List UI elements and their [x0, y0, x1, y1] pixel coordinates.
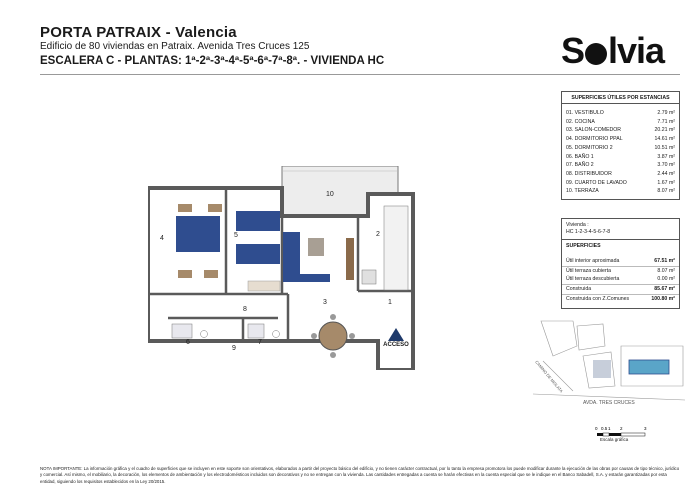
room-number: 1 — [388, 299, 392, 306]
room-number: 4 — [160, 235, 164, 242]
areas-panel — [561, 91, 680, 200]
area-row: 04. DORMITORIO PPAL 14.61 m² — [566, 136, 675, 143]
svg-text:0.5: 0.5 — [601, 426, 608, 431]
totals-panel — [561, 218, 680, 309]
entrance-arrow-icon — [388, 328, 404, 341]
room-number: 7 — [258, 339, 262, 346]
room-number: 2 — [376, 231, 380, 238]
total-row: Útil interior aproximada 67.51 m² — [562, 257, 679, 267]
total-row: Útil terraza cubierta 8.07 m² — [566, 267, 675, 274]
area-row: 01. VESTIBULO 2.79 m² — [566, 110, 675, 116]
areas-list — [562, 104, 679, 199]
room-number: 10 — [326, 191, 334, 198]
svg-text:3: 3 — [644, 426, 647, 431]
svg-text:1: 1 — [608, 426, 611, 431]
svg-text:0: 0 — [595, 426, 598, 431]
solvia-logo: S lvia — [561, 30, 665, 71]
area-row: 08. DISTRIBUIDOR 2.44 m² — [566, 170, 675, 177]
location-map — [533, 316, 685, 416]
totals-list — [562, 257, 679, 308]
tv-unit — [346, 238, 354, 280]
total-row: Construida con Z.Comunes 100.80 m² — [566, 295, 675, 302]
pool — [629, 360, 669, 374]
vivienda-label: Vivienda : — [566, 222, 589, 228]
area-row: 06. BAÑO 1 3.87 m² — [566, 153, 675, 160]
bed-2b — [236, 244, 280, 264]
unit-description: ESCALERA C - PLANTAS: 1ª-2ª-3ª-4ª-5ª-6ª-7ª-8ª. - VIVIENDA HC — [40, 55, 385, 67]
area-row: 02. COCINA 7.71 m² — [566, 118, 675, 125]
scale-label: Escala gráfica — [600, 437, 629, 442]
header-rule — [40, 74, 680, 75]
bed-main — [176, 216, 220, 252]
room-number: 9 — [232, 345, 236, 352]
area-row: 05. DORMITORIO 2 10.51 m² — [566, 144, 675, 151]
unit-location-marker — [593, 360, 611, 378]
acceso-label: ACCESO — [383, 342, 409, 348]
room-number: 6 — [186, 339, 190, 346]
vivienda-code: HC 1-2-3-4-5-6-7-8 — [566, 229, 611, 235]
room-number: 3 — [323, 299, 327, 306]
room-number: 5 — [234, 232, 238, 239]
area-row: 03. SALON-COMEDOR 20.21 m² — [566, 127, 675, 134]
total-row: Construida 85.67 m² — [562, 285, 679, 295]
room-number: 8 — [243, 306, 247, 313]
bed-2a — [236, 211, 280, 231]
area-row: 10. TERRAZA 8.07 m² — [566, 188, 675, 195]
legal-note: NOTA IMPORTANTE: La información gráfica y el cuadro de superficies que se incluyen en este soporte son orientativos, elaborados a partir del proyecto básico del edificio, y no tienen carácter contractual, por lo tanto la empresa promotora los puede modificar durante la ejecución de las obras por causas de tipo técnico, jurídico y comercial. Así mismo, el mobiliario, la decoración, los elementos de ambientación y los electrodomésticos incluidos son decorativos y no se entregan con la vivienda. Las cantidades entregadas a cuenta se harán efectivas en la cuenta especial que se le indique en el Banco Sabadell, S.A. y estarán garantizadas por esta entidad, siguiendo los requisitos establecidos en la Ley 20/2015. — [40, 466, 680, 484]
project-title: PORTA PATRAIX - Valencia — [40, 24, 237, 41]
kitchen-counter — [384, 206, 408, 290]
superficies-label: SUPERFICIES — [566, 243, 601, 249]
street-label: AVDA. TRES CRUCES — [583, 400, 635, 406]
street-label: CAMINO DE MISLATA — [534, 359, 564, 394]
entrance-marker — [378, 328, 414, 348]
area-row: 07. BAÑO 2 3.70 m² — [566, 162, 675, 169]
area-row: 09. CUARTO DE LAVADO 1.67 m² — [566, 179, 675, 186]
project-subtitle: Edificio de 80 viviendas en Patraix. Avenida Tres Cruces 125 — [40, 41, 310, 52]
logo-dot-o — [585, 43, 607, 65]
svg-text:2: 2 — [620, 426, 623, 431]
dining-table — [319, 322, 347, 350]
total-row: Útil terraza descubierta 0.00 m² — [562, 275, 679, 285]
coffee-table — [308, 238, 324, 256]
areas-panel-title: SUPERFICIES ÚTILES POR ESTANCIAS — [562, 92, 679, 104]
vivienda-block — [562, 219, 679, 236]
